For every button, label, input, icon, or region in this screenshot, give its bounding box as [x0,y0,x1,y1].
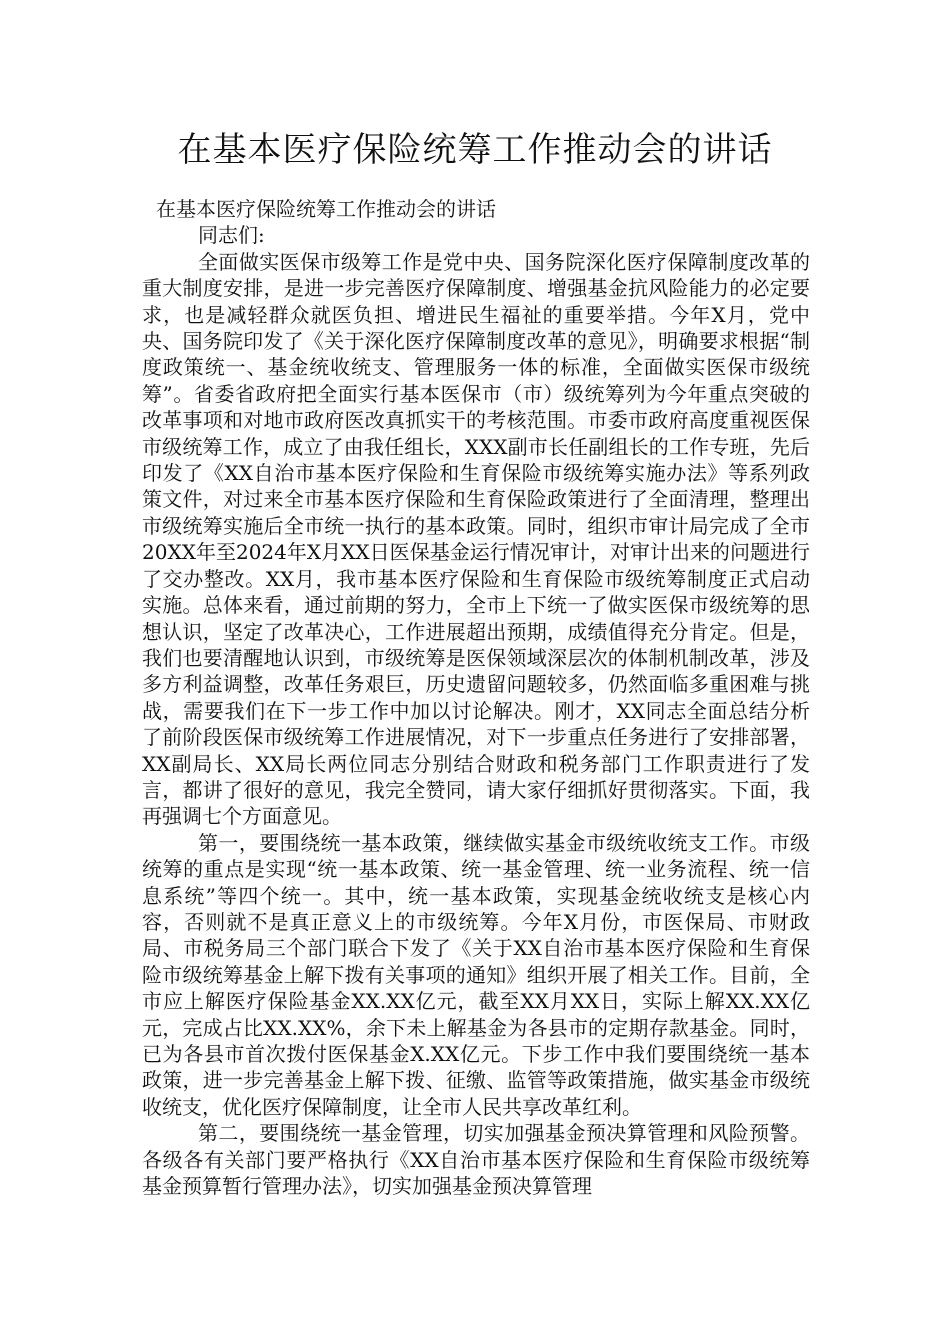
salutation: 同志们: [198,223,265,248]
document-body [142,196,810,1199]
document-subtitle: 在基本医疗保险统筹工作推动会的讲话 [156,197,496,221]
body-paragraph-first-point: 第一，要围绕统一基本政策，继续做实基金市级统收统支工作。市级统筹的重点是实现“统一基本政策、统一基金管理、统一业务流程、统一信息系统”等四个统一。其中，统一基本政策，实现基金统收统支是核心内容，否则就不是真正意义上的市级统筹。今年X月份，市医保局、市财政局、市税务局三个部门联合下发了《关于XX自治市基本医疗保险和生育保险市级统筹基金上解下拨有关事项的通知》组织开展了相关工作。目前，全市应上解医疗保险基金XX.XX亿元，截至XX月XX日，实际上解XX.XX亿元，完成占比XX.XX%，余下未上解基金为各县市的定期存款基金。同时，已为各县市首次拨付医保基金X.XX亿元。下步工作中我们要围绕统一基本政策，进一步完善基金上解下拨、征缴、监管等政策措施，做实基金市级统收统支，优化医疗保障制度，让全市人民共享改革红利。 [142,830,810,1119]
document-title: 在基本医疗保险统筹工作推动会的讲话 [177,130,773,170]
body-paragraph-intro: 全面做实医保市级筹工作是党中央、国务院深化医疗保障制度改革的重大制度安排，是进一步完善医疗保障制度、增强基金抗风险能力的必定要求，也是减轻群众就医负担、增进民生福祉的重要举措。今年X月，党中央、国务院印发了《关于深化医疗保障制度改革的意见》，明确要求根据“制度政策统一、基金统收统支、管理服务一体的标准，全面做实医保市级统筹”。省委省政府把全面实行基本医保市（市）级统筹列为今年重点突破的改革事项和对地市政府医改真抓实干的考核范围。市委市政府高度重视医保市级统筹工作，成立了由我任组长，XXX副市长任副组长的工作专班，先后印发了《XX自治市基本医疗保险和生育保险市级统筹实施办法》等系列政策文件，对过来全市基本医疗保险和生育保险政策进行了全面清理，整理出市级统筹实施后全市统一执行的基本政策。同时，组织市审计局完成了全市20XX年至2024年X月XX日医保基金运行情况审计，对审计出来的问题进行了交办整改。XX月，我市基本医疗保险和生育保险市级统筹制度正式启动实施。总体来看，通过前期的努力，全市上下统一了做实医保市级统筹的思想认识，坚定了改革决心，工作进展超出预期，成绩值得充分肯定。但是，我们也要清醒地认识到，市级统筹是医保领域深层次的体制机制改革，涉及多方利益调整，改革任务艰巨，历史遗留问题较多，仍然面临多重困难与挑战，需要我们在下一步工作中加以讨论解决。刚才，XX同志全面总结分析了前阶段医保市级统筹工作进展情况，对下一步重点任务进行了安排部署，XX副局长、XX局长两位同志分别结合财政和税务部门工作职责进行了发言，都讲了很好的意见，我完全赞同，请大家仔细抓好贯彻落实。下面，我再强调七个方面意见。 [142,249,810,829]
body-paragraph-second-point: 第二，要围绕统一基金管理，切实加强基金预决算管理和风险预警。各级各有关部门要严格执行《XX自治市基本医疗保险和生育保险市级统筹基金预算暂行管理办法》，切实加强基金预决算管理 [142,1121,810,1199]
